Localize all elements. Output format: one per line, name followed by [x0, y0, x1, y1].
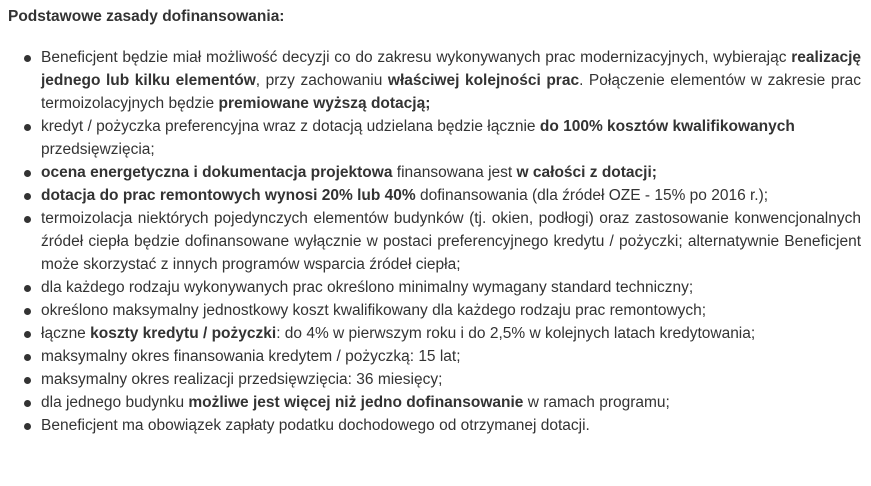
- list-item: [8, 368, 871, 391]
- text-run: dla jednego budynku: [41, 394, 189, 411]
- list-item: [8, 207, 871, 276]
- text-run: dla każdego rodzaju wykonywanych prac określono minimalny wymagany standard techniczny;: [41, 279, 694, 296]
- text-run: : do 4% w pierwszym roku i do 2,5% w kolejnych latach kredytowania;: [276, 325, 756, 342]
- bold-text: ocena energetyczna i dokumentacja projektowa: [41, 164, 393, 181]
- text-run: kredyt / pożyczka preferencyjna wraz z dotacją udzielana będzie łącznie: [41, 118, 540, 135]
- bold-text: możliwe jest więcej niż jedno dofinansowanie: [188, 394, 524, 411]
- text-run: , przy zachowaniu: [255, 72, 388, 89]
- bold-text: właściwej kolejności prac: [387, 72, 580, 89]
- text-run: Beneficjent ma obowiązek zapłaty podatku dochodowego od otrzymanej dotacji.: [41, 417, 590, 434]
- bold-text: realizację jednego lub kilku elementów: [41, 49, 861, 89]
- bold-text: w całości z dotacji;: [516, 164, 657, 181]
- list-item: [8, 161, 871, 184]
- text-run: termoizolacja niektórych pojedynczych elementów budynków (tj. okien, podłogi) oraz zastosowanie konwencjonalnych źródeł ciepła będzie dofinansowane wyłącznie w postaci preferencyjnego kredytu / pożyczki; alternatywnie Beneficjent może skorzystać z innych programów wsparcia źródeł ciepła;: [41, 210, 861, 273]
- list-item: [8, 46, 871, 115]
- text-run: określono maksymalny jednostkowy koszt kwalifikowany dla każdego rodzaju prac remontowych;: [41, 302, 707, 319]
- rules-list: [8, 46, 871, 437]
- text-run: przedsięwzięcia;: [41, 141, 155, 158]
- text-run: dofinansowania (dla źródeł OZE - 15% po 2016 r.);: [415, 187, 769, 204]
- text-run: maksymalny okres finansowania kredytem / pożyczką: 15 lat;: [41, 348, 461, 365]
- text-run: w ramach programu;: [523, 394, 670, 411]
- list-item: [8, 299, 871, 322]
- text-run: . Połączenie elementów w zakresie prac termoizolacyjnych będzie: [41, 72, 861, 112]
- list-item: [8, 391, 871, 414]
- text-run: łączne: [41, 325, 91, 342]
- list-item: [8, 276, 871, 299]
- text-run: maksymalny okres realizacji przedsięwzięcia: 36 miesięcy;: [41, 371, 443, 388]
- section-heading: Podstawowe zasady dofinansowania:: [8, 8, 285, 25]
- list-item: [8, 184, 871, 207]
- bold-text: dotacja do prac remontowych wynosi 20% lub 40%: [41, 187, 416, 204]
- text-run: finansowana jest: [392, 164, 517, 181]
- list-item: [8, 322, 871, 345]
- list-item: [8, 414, 871, 437]
- list-item: [8, 345, 871, 368]
- bold-text: do 100% kosztów kwalifikowanych: [539, 118, 795, 135]
- text-run: Beneficjent będzie miał możliwość decyzji co do zakresu wykonywanych prac modernizacyjnych, wybierając: [41, 49, 792, 66]
- bold-text: premiowane wyższą dotacją;: [218, 95, 431, 112]
- list-item: [8, 115, 871, 161]
- bold-text: koszty kredytu / pożyczki: [90, 325, 277, 342]
